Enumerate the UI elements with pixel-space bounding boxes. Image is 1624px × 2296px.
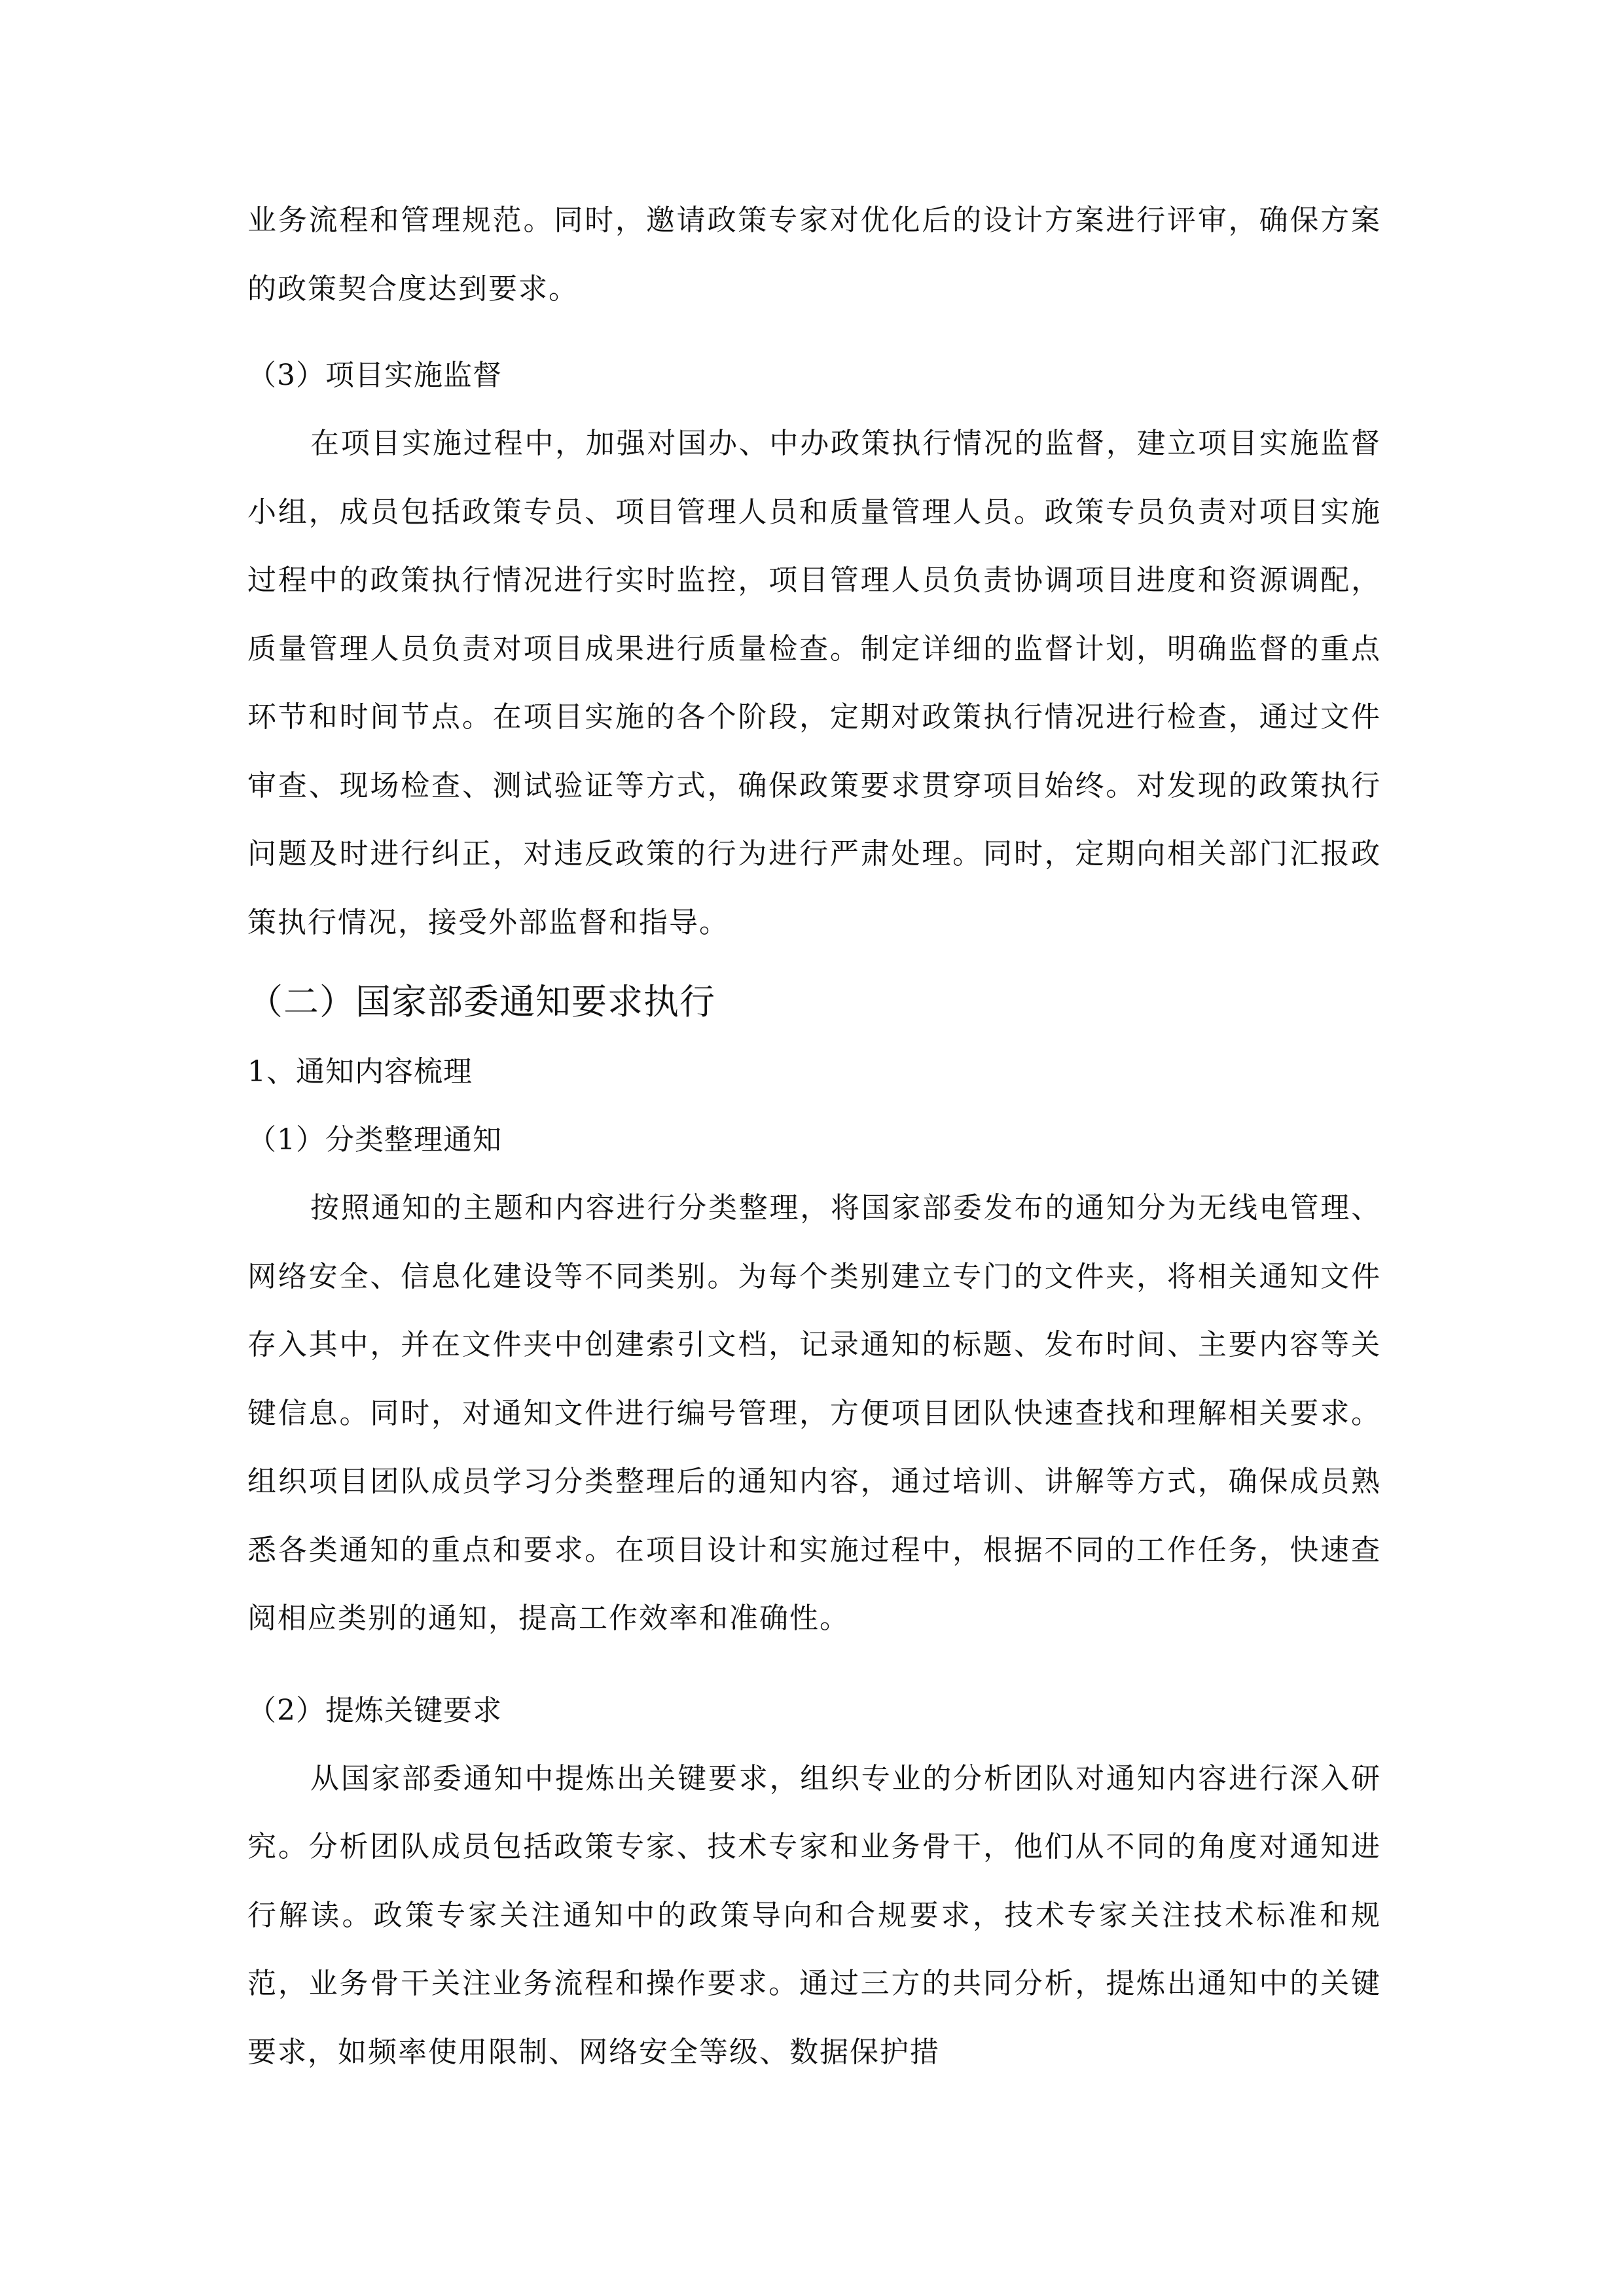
subheading-classify-notices: （1）分类整理通知 — [247, 1123, 502, 1157]
paragraph-monitoring: 在项目实施过程中，加强对国办、中办政策执行情况的监督，建立项目实施监督小组，成员包括政策专员、项目管理人员和质量管理人员。政策专员负责对项目实施过程中的政策执行情况进行实时监控，项目管理人员负责协调项目进度和资源调配，质量管理人员负责对项目成果进行质量检查。制定详细的监督计划，明确监督的重点环节和时间节点。在项目实施的各个阶段，定期对政策执行情况进行检查，通过文件审查、现场检查、测试验证等方式，确保政策要求贯穿项目始终。对发现的政策执行问题及时进行纠正，对违反政策的行为进行严肃处理。同时，定期向相关部门汇报政策执行情况，接受外部监督和指导。 — [247, 427, 1381, 939]
paragraph-classify: 按照通知的主题和内容进行分类整理，将国家部委发布的通知分为无线电管理、网络安全、信息化建设等不同类别。为每个类别建立专门的文件夹，将相关通知文件存入其中，并在文件夹中创建索引文档，记录通知的标题、发布时间、主要内容等关键信息。同时，对通知文件进行编号管理，方便项目团队快速查找和理解相关要求。组织项目团队成员学习分类整理后的通知内容，通过培训、讲解等方式，确保成员熟悉各类通知的重点和要求。在项目设计和实施过程中，根据不同的工作任务，快速查阅相应类别的通知，提高工作效率和准确性。 — [247, 1191, 1381, 1635]
subheading-extract-requirements: （2）提炼关键要求 — [247, 1693, 502, 1727]
subheading-project-monitoring: （3）项目实施监督 — [247, 359, 502, 392]
document-body — [247, 187, 1381, 2087]
section-heading-ministry-notices: （二）国家部委通知要求执行 — [247, 981, 715, 1022]
paragraph-review: 业务流程和管理规范。同时，邀请政策专家对优化后的设计方案进行评审，确保方案的政策契合度达到要求。 — [247, 204, 1381, 306]
subheading-notice-sorting: 1、通知内容梳理 — [247, 1055, 473, 1088]
paragraph-extract: 从国家部委通知中提炼出关键要求，组织专业的分析团队对通知内容进行深入研究。分析团队成员包括政策专家、技术专家和业务骨干，他们从不同的角度对通知进行解读。政策专家关注通知中的政策导向和合规要求，技术专家关注技术标准和规范，业务骨干关注业务流程和操作要求。通过三方的共同分析，提炼出通知中的关键要求，如频率使用限制、网络安全等级、数据保护措 — [247, 1761, 1381, 2069]
